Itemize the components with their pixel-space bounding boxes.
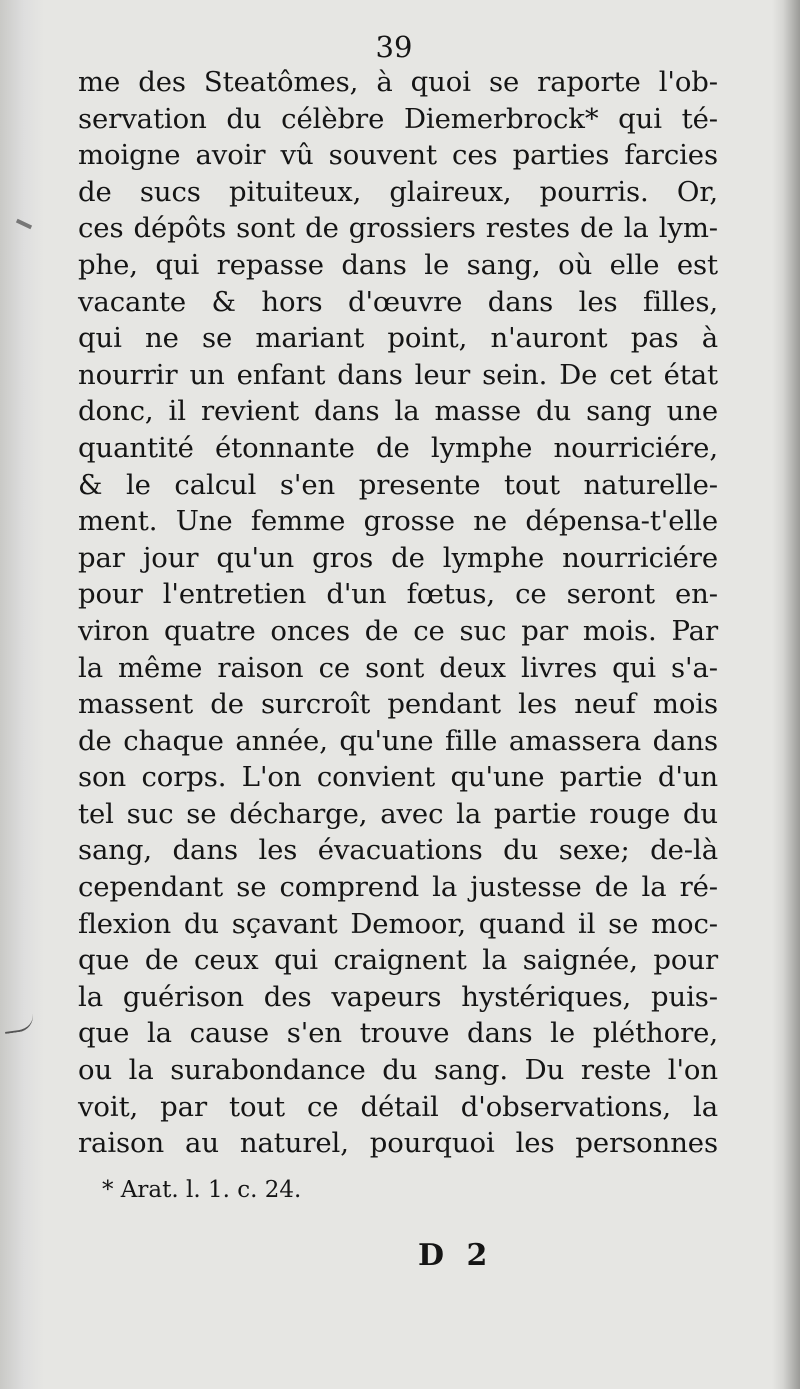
text-line: son corps. L'on convient qu'une partie d'un: [78, 761, 718, 794]
text-line: ment. Une femme grosse ne dépensa-t'elle: [78, 505, 718, 538]
text-line: la guérison des vapeurs hystériques, puis-: [78, 980, 718, 1013]
text-line: moigne avoir vû souvent ces parties farcies: [78, 139, 718, 172]
text-line: la même raison ce sont deux livres qui s'a-: [78, 651, 718, 684]
footnote: * Arat. l. 1. c. 24.: [102, 1176, 302, 1203]
signature-mark: D 2: [418, 1238, 494, 1273]
text-line: tel suc se décharge, avec la partie rouge du: [78, 797, 718, 830]
scan-left-edge: [0, 0, 44, 1389]
text-line: ou la surabondance du sang. Du reste l'on: [78, 1054, 718, 1087]
text-line: & le calcul s'en presente tout naturelle-: [78, 468, 718, 501]
text-line: donc, il revient dans la masse du sang une: [78, 395, 718, 428]
text-line: de chaque année, qu'une fille amassera dans: [78, 724, 718, 757]
text-line: quantité étonnante de lymphe nourriciére,: [78, 431, 718, 464]
text-line: massent de surcroît pendant les neuf mois: [78, 688, 718, 721]
text-line: que la cause s'en trouve dans le pléthore,: [78, 1017, 718, 1050]
text-line: cependant se comprend la justesse de la ré-: [78, 871, 718, 904]
text-line: pour l'entretien d'un fœtus, ce seront en-: [78, 578, 718, 611]
page-number: 39: [375, 30, 413, 64]
text-line: par jour qu'un gros de lymphe nourriciére: [78, 541, 718, 574]
text-line: nourrir un enfant dans leur sein. De cet état: [78, 358, 718, 391]
text-line: viron quatre onces de ce suc par mois. Par: [78, 614, 718, 647]
text-line: voit, par tout ce détail d'observations, la: [78, 1090, 718, 1123]
text-line: servation du célèbre Diemerbrock* qui té-: [78, 102, 718, 135]
text-line: flexion du sçavant Demoor, quand il se moc-: [78, 907, 718, 940]
text-line: sang, dans les évacuations du sexe; de-là: [78, 834, 718, 867]
text-line: que de ceux qui craignent la saignée, pour: [78, 944, 718, 977]
body-text: [78, 64, 718, 1162]
text-line: ces dépôts sont de grossiers restes de la lym-: [78, 212, 718, 245]
text-line: raison au naturel, pourquoi les personnes: [78, 1127, 718, 1160]
text-line: qui ne se mariant point, n'auront pas à: [78, 322, 718, 355]
text-line: vacante & hors d'œuvre dans les filles,: [78, 285, 718, 318]
text-line: de sucs pituiteux, glaireux, pourris. Or,: [78, 175, 718, 208]
scan-right-edge: [772, 0, 800, 1389]
text-line: phe, qui repasse dans le sang, où elle est: [78, 248, 718, 281]
text-line: me des Steatômes, à quoi se raporte l'ob-: [78, 66, 718, 98]
book-page: [78, 30, 718, 1204]
